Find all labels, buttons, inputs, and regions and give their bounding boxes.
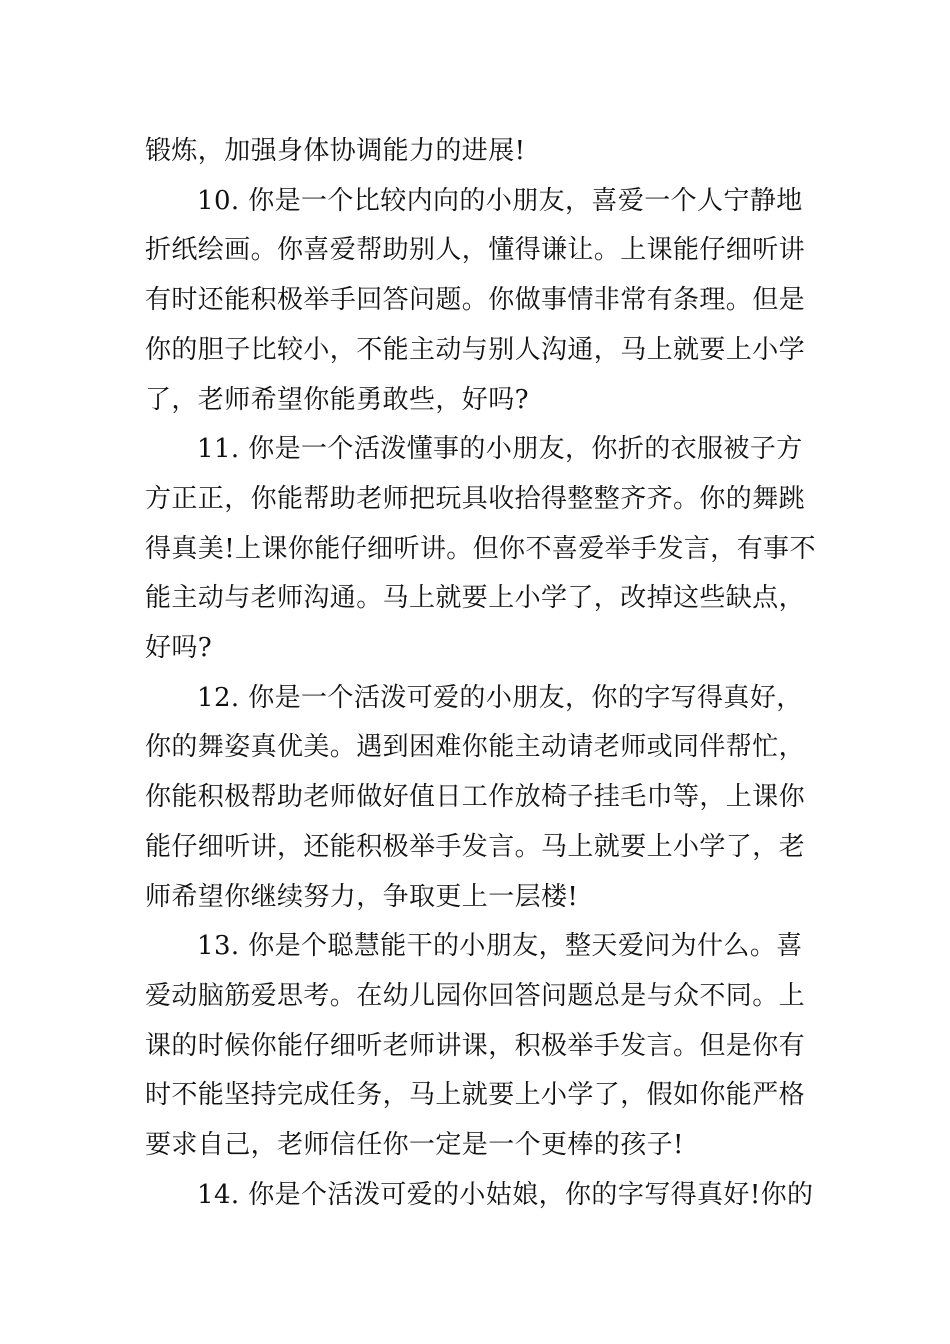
paragraph-11: [145, 425, 816, 674]
paragraph-10: [145, 177, 809, 426]
text-line: 折纸绘画。你喜爱帮助别人，懂得谦让。上课能仔细听讲: [145, 235, 806, 266]
text-line: 14. 你是个活泼可爱的小姑娘，你的字写得真好!你的: [197, 1179, 814, 1210]
paragraph-12: [145, 674, 809, 923]
text-line: 得真美!上课你能仔细听讲。但你不喜爱举手发言，有事不: [145, 533, 816, 564]
text-line: 好吗?: [145, 633, 213, 664]
text-line: 10. 你是一个比较内向的小朋友，喜爱一个人宁静地: [197, 185, 803, 216]
text-line: 12. 你是一个活泼可爱的小朋友，你的字写得真好，: [197, 682, 803, 713]
document-body: [145, 127, 816, 1220]
paragraph-13: [145, 922, 809, 1171]
text-line: 你的舞姿真优美。遇到困难你能主动请老师或同伴帮忙，: [145, 732, 806, 763]
text-line: 有时还能积极举手回答问题。你做事情非常有条理。但是: [145, 285, 806, 316]
text-line: 能主动与老师沟通。马上就要上小学了，改掉这些缺点，: [145, 583, 806, 614]
text-line: 爱动脑筋爱思考。在幼儿园你回答问题总是与众不同。上: [145, 980, 806, 1011]
text-line: 师希望你继续努力，争取更上一层楼!: [145, 881, 579, 912]
text-line: 11. 你是一个活泼懂事的小朋友，你折的衣服被子方: [197, 434, 803, 465]
paragraph-14: [145, 1171, 814, 1221]
text-line: 课的时候你能仔细听老师讲课，积极举手发言。但是你有: [145, 1030, 806, 1061]
paragraph-continued: [145, 127, 809, 177]
text-line: 了，老师希望你能勇敢些，好吗?: [145, 384, 529, 415]
text-line: 锻炼，加强身体协调能力的进展!: [145, 136, 526, 166]
text-line: 要求自己，老师信任你一定是一个更棒的孩子!: [145, 1130, 684, 1161]
text-line: 你能积极帮助老师做好值日工作放椅子挂毛巾等，上课你: [145, 782, 806, 813]
text-line: 你的胆子比较小，不能主动与别人沟通，马上就要上小学: [145, 334, 806, 365]
text-line: 时不能坚持完成任务，马上就要上小学了，假如你能严格: [145, 1080, 806, 1111]
text-line: 能仔细听讲，还能积极举手发言。马上就要上小学了，老: [145, 831, 806, 862]
text-line: 13. 你是个聪慧能干的小朋友，整天爱问为什么。喜: [197, 931, 803, 962]
text-line: 方正正，你能帮助老师把玩具收拾得整整齐齐。你的舞跳: [145, 483, 806, 514]
